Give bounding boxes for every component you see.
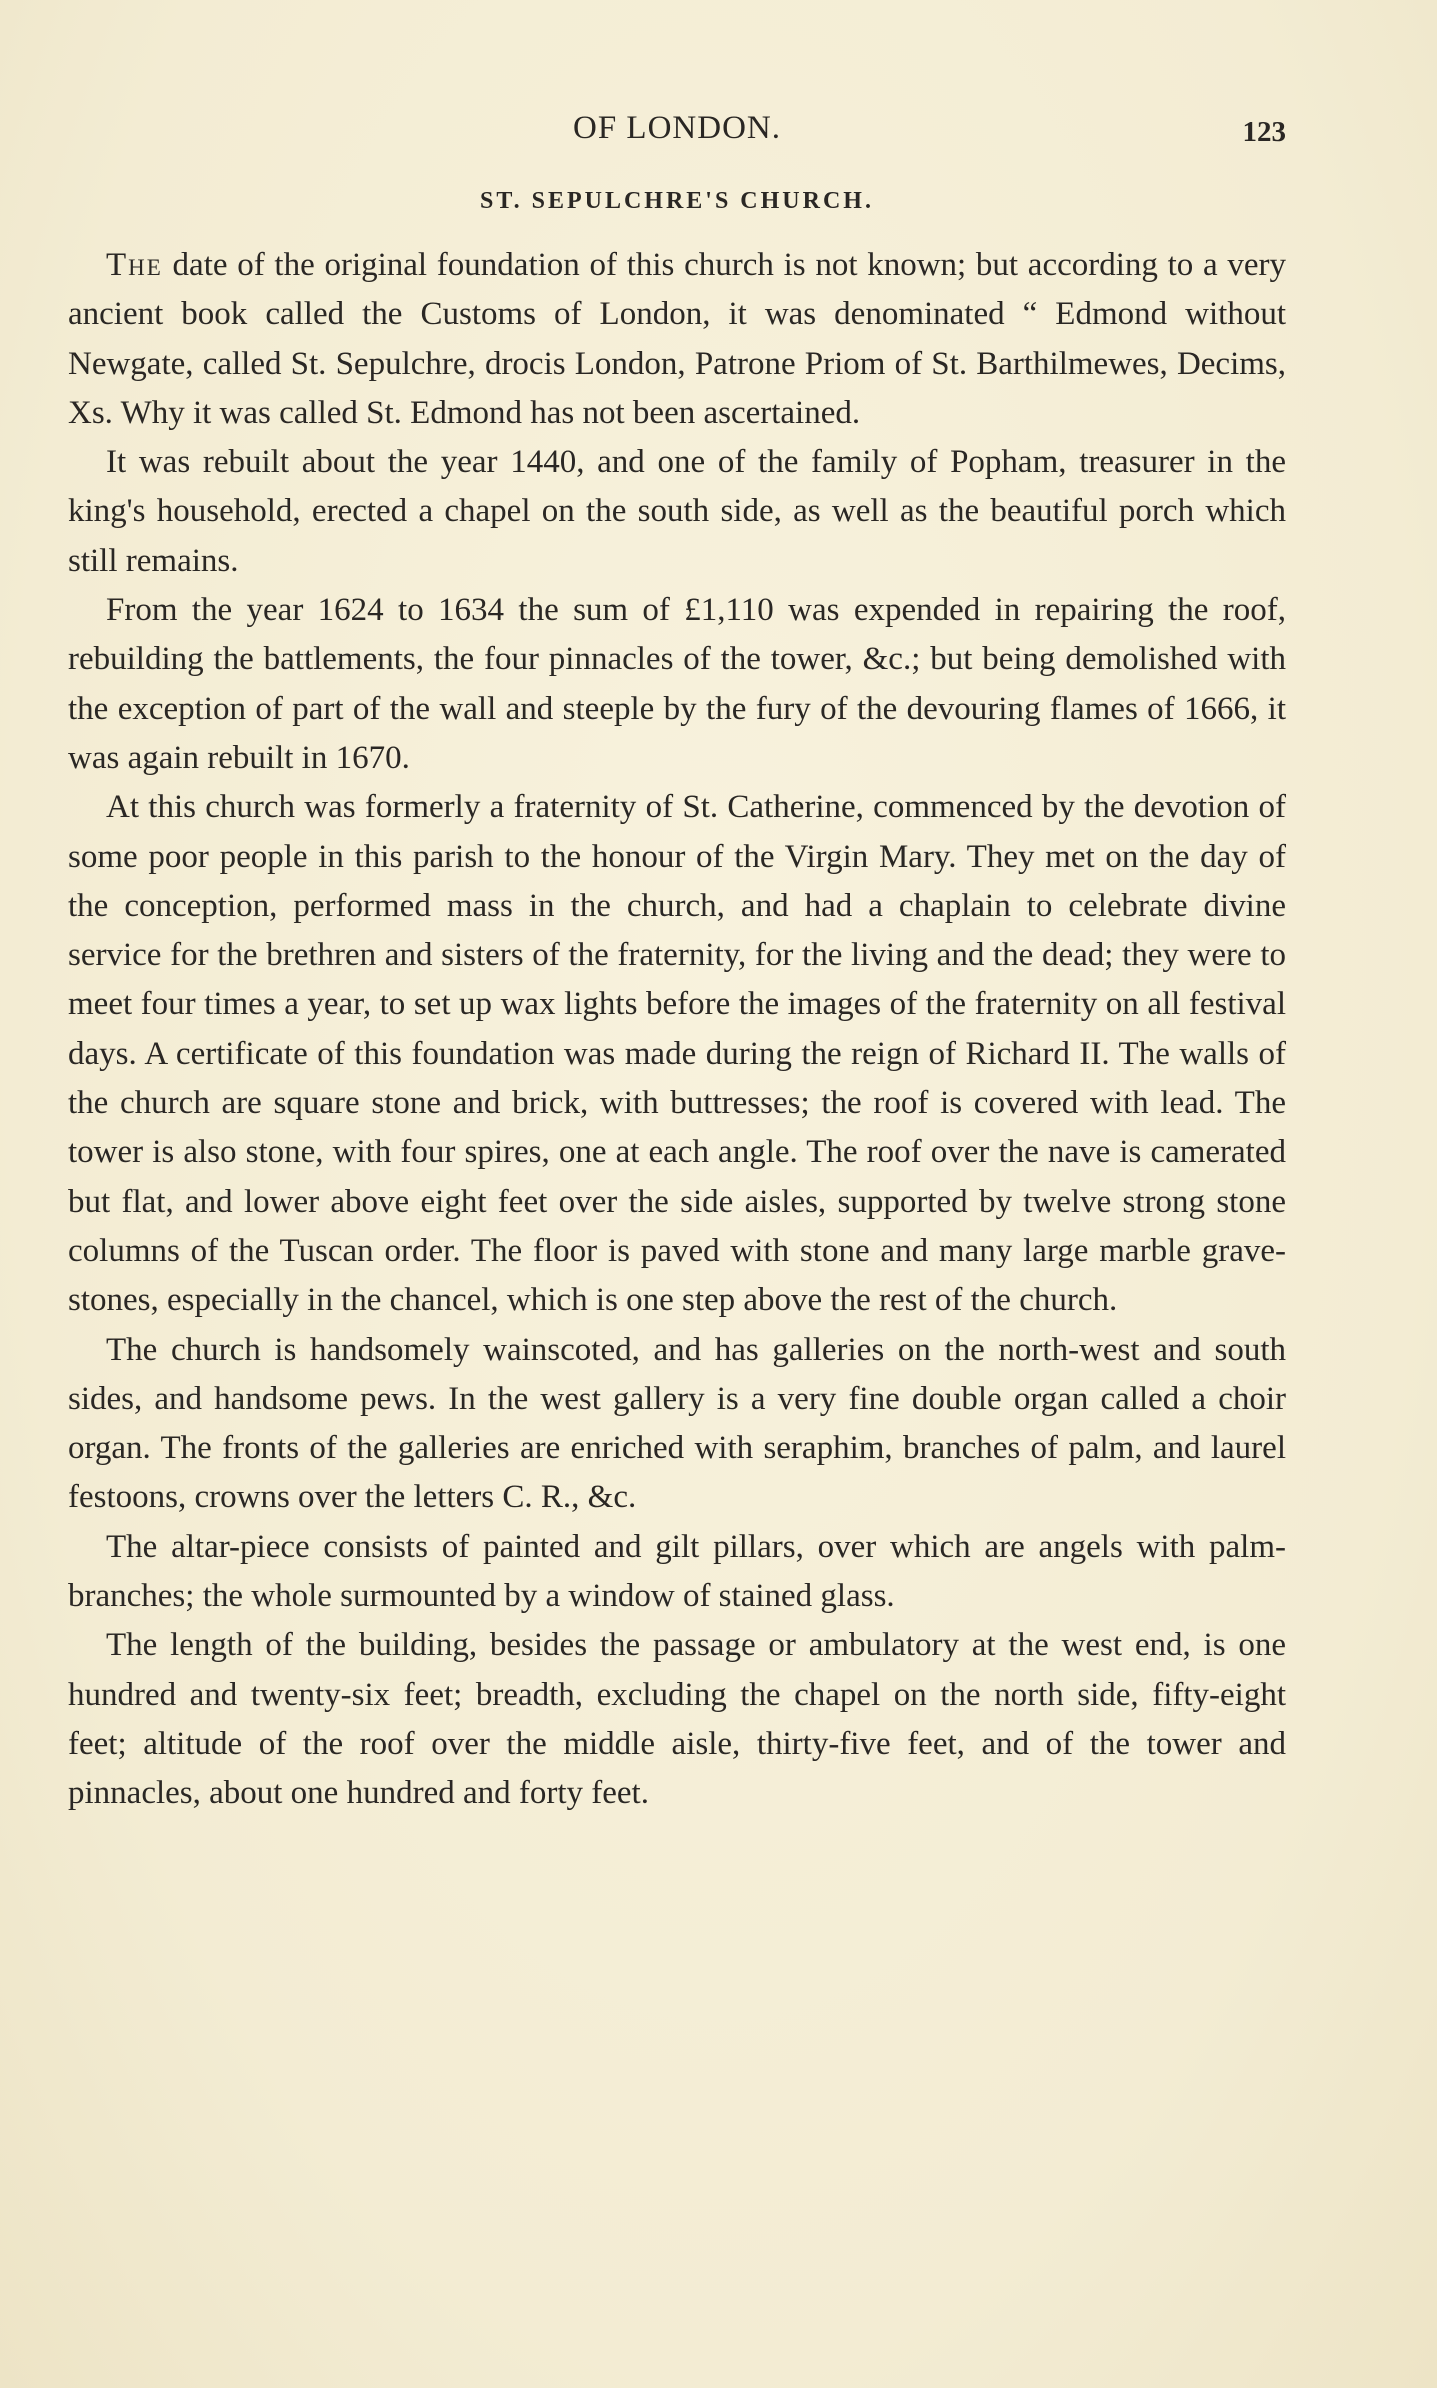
paragraph-7 (68, 1621, 1286, 1818)
paragraph-4 (68, 783, 1286, 1325)
paragraph-3 (68, 586, 1286, 783)
paragraph-text: At this church was formerly a fraternity of St. Catherine, commenced by the devotion of some poor people in this parish to the honour of the Virgin Mary. They met on the day of the conception, performed mass in the church, and had a chaplain to celebrate divine service for the brethren and sisters of the fraternity, for the living and the dead; they were to meet four times a year, to set up wax lights before the images of the fraternity on all festival days. A certificate of this foundation was made during the reign of Richard II. The walls of the church are square stone and brick, with buttresses; the roof is covered with lead. The tower is also stone, with four spires, one at each angle. The roof over the nave is camerated but flat, and lower above eight feet over the side aisles, supported by twelve strong stone columns of the Tuscan order. The floor is paved with stone and many large marble grave-stones, especially in the chancel, which is one step above the rest of the church. (68, 789, 1286, 1319)
running-title: OF LONDON. (573, 110, 781, 146)
paragraph-text: The altar-piece consists of painted and gilt pillars, over which are angels with palm-branches; the whole surmounted by a window of stained glass. (68, 1528, 1286, 1615)
paragraph-5 (68, 1326, 1286, 1523)
running-head (68, 100, 1286, 160)
paragraph-text: date of the original foundation of this church is not known; but according to a very ancient book called the Customs of London, it was denominated “ Edmond without Newgate, called St. Sepulchre, drocis London, Patrone Priom of St. Barthilmewes, Decims, Xs. Why it was called St. Edmond has not been ascertained. (68, 247, 1286, 431)
paragraph-text: The length of the building, besides the passage or ambulatory at the west end, is one hundred and twenty-six feet; breadth, excluding the chapel on the north side, fifty-eight feet; altitude of the roof over the middle aisle, thirty-five feet, and of the tower and pinnacles, about one hundred and forty feet. (68, 1627, 1286, 1812)
paragraph-text: It was rebuilt about the year 1440, and one of the family of Popham, treasurer in the king's household, erected a chapel on the south side, as well as the beautiful porch which still remains. (68, 444, 1286, 579)
paragraph-text: The church is handsomely wainscoted, and has galleries on the north-west and south sides, and handsome pews. In the west gallery is a very fine double organ called a choir organ. The fronts of the galleries are enriched with seraphim, branches of palm, and laurel festoons, crowns over the letters C. R., &c. (68, 1331, 1286, 1516)
page-number: 123 (1242, 116, 1286, 148)
paragraph-6 (68, 1523, 1286, 1622)
text-block (68, 100, 1286, 1819)
paragraph-1 (68, 241, 1286, 438)
paragraph-text: From the year 1624 to 1634 the sum of £1,110 was expended in repairing the roof, rebuilding the battlements, the four pinnacles of the tower, &c.; but being demolished with the exception of part of the wall and steeple by the fury of the devouring flames of 1666, it was again rebuilt in 1670. (68, 592, 1286, 776)
paragraph-2 (68, 438, 1286, 586)
paragraph-lead: The (106, 247, 163, 283)
section-heading: ST. SEPULCHRE'S CHURCH. (480, 188, 874, 214)
